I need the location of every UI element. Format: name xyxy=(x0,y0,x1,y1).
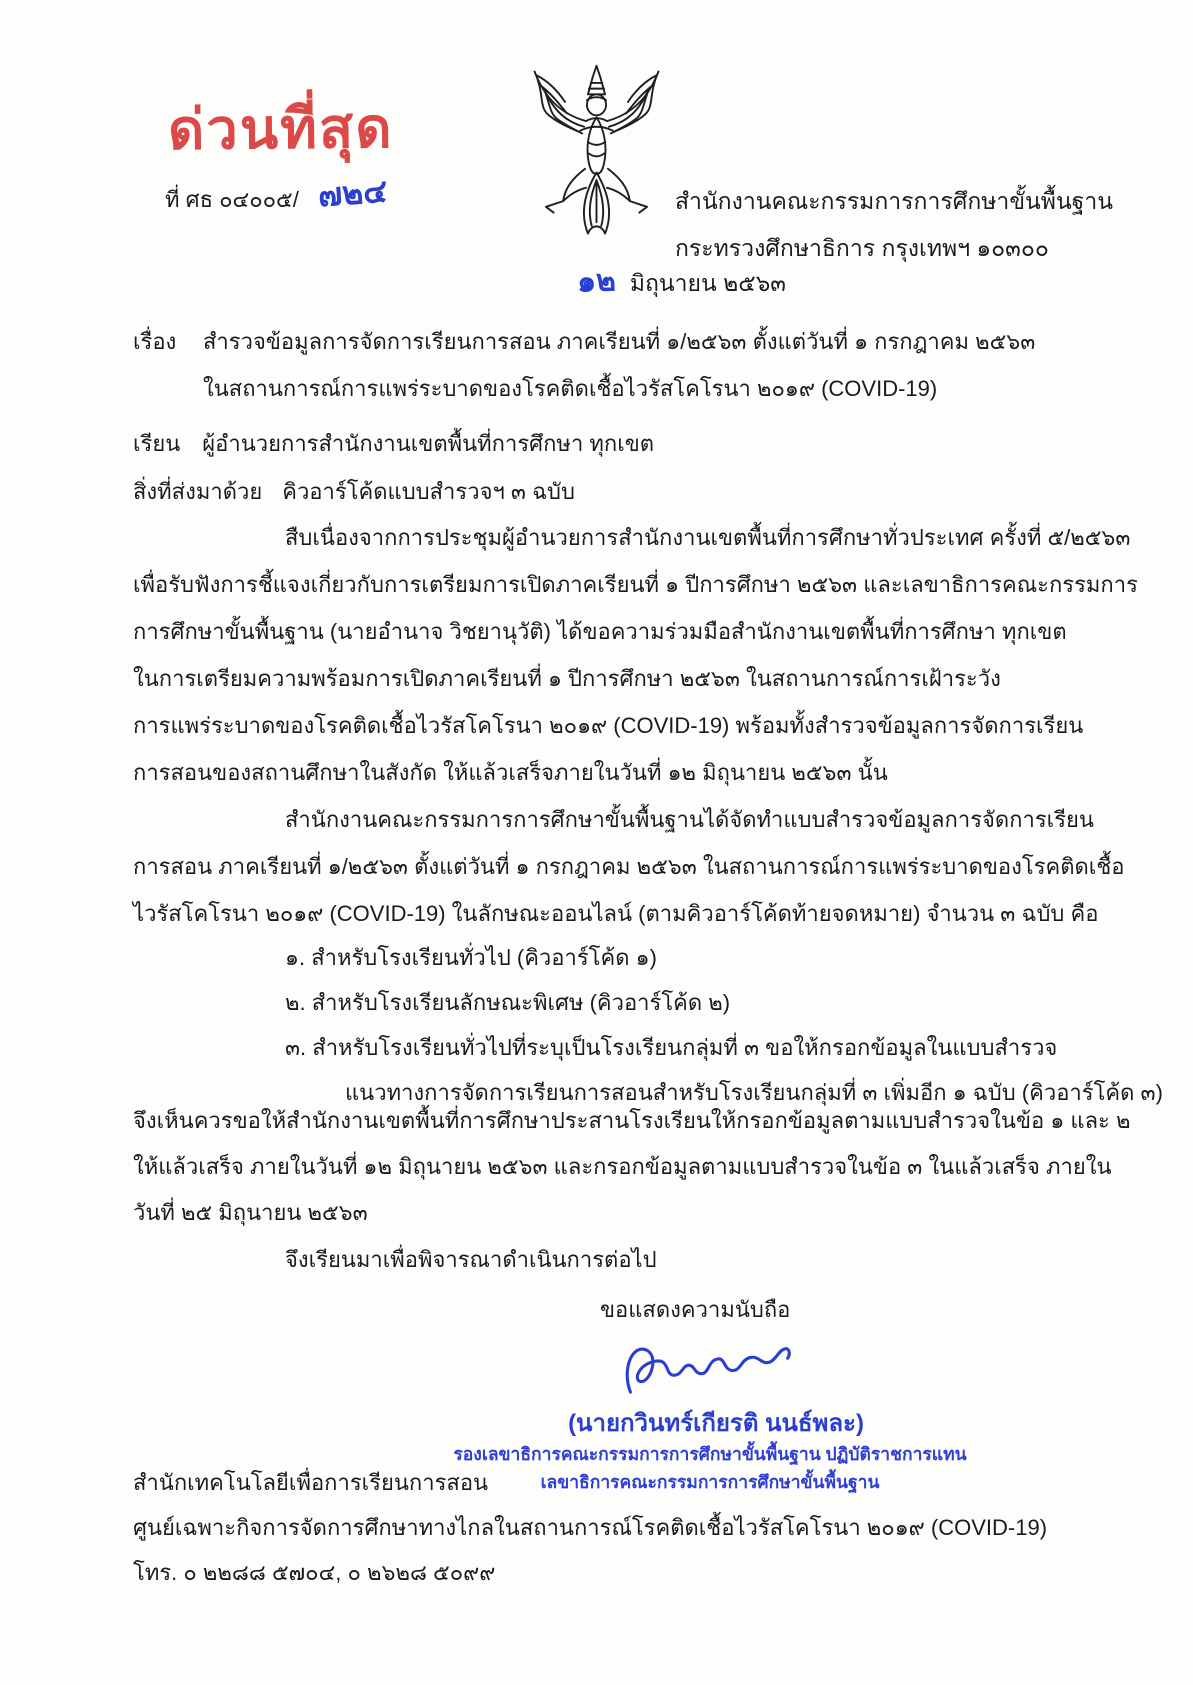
list-item-2: ๒. สำหรับโรงเรียนลักษณะพิเศษ (คิวอาร์โค้ด ๒) xyxy=(285,990,731,1015)
paragraph-1-line: เพื่อรับฟังการชี้แจงเกี่ยวกับการเตรียมการเปิดภาคเรียนที่ ๑ ปีการศึกษา ๒๕๖๓ และเลขาธิการคณะกรรมการ xyxy=(133,572,1138,597)
list-item-3-continued: แนวทางการจัดการเรียนการสอนสำหรับโรงเรียนกลุ่มที่ ๓ เพิ่มอีก ๑ ฉบับ (คิวอาร์โค้ด ๓) xyxy=(345,1080,1163,1105)
paragraph-1-line: การศึกษาขั้นพื้นฐาน (นายอำนาจ วิชยานุวัติ) ได้ขอความร่วมมือสำนักงานเขตพื้นที่การศึกษา ทุกเขต xyxy=(133,619,1067,644)
subject-line2: ในสถานการณ์การแพร่ระบาดของโรคติดเชื้อไวรัสโคโรนา ๒๐๑๙ (COVID-19) xyxy=(203,376,938,401)
urgency-stamp: ด่วนที่สุด xyxy=(167,96,394,161)
paragraph-2 xyxy=(133,796,1133,937)
paragraph-1 xyxy=(133,514,1138,796)
subject-text1: สำรวจข้อมูลการจัดการเรียนการสอน ภาคเรียนที่ ๑/๒๕๖๓ ตั้งแต่วันที่ ๑ กรกฎาคม ๒๕๖๓ xyxy=(203,329,1036,354)
paragraph-3-line: จึงเห็นควรขอให้สำนักงานเขตพื้นที่การศึกษาประสานโรงเรียนให้กรอกข้อมูลตามแบบสำรวจในข้อ ๑ และ ๒ xyxy=(133,1108,1131,1133)
signer-name: (นายกวินทร์เกียรติ นนธ์พละ) xyxy=(568,1410,864,1437)
paragraph-2-line: การสอน ภาคเรียนที่ ๑/๒๕๖๓ ตั้งแต่วันที่ ๑ กรกฎาคม ๒๕๖๓ ในสถานการณ์การแพร่ระบาดของโรคติดเชื้อ xyxy=(133,854,1125,879)
footer-phone: โทร. ๐ ๒๒๘๘ ๕๗๐๔, ๐ ๒๖๒๘ ๕๐๙๙ xyxy=(133,1560,496,1585)
letterhead-address: กระทรวงศึกษาธิการ กรุงเทพฯ ๑๐๓๐๐ xyxy=(675,235,1049,261)
subject-line1 xyxy=(133,318,1035,365)
survey-list xyxy=(133,935,1163,1115)
subject-label: เรื่อง xyxy=(133,329,177,354)
paragraph-2-line: ไวรัสโคโรนา ๒๐๑๙ (COVID-19) ในลักษณะออนไลน์ (ตามคิวอาร์โค้ดท้ายจดหมาย) จำนวน ๓ ฉบับ คือ xyxy=(133,901,1099,926)
date-month-year: มิถุนายน ๒๕๖๓ xyxy=(629,270,787,296)
paragraph-1-line: การแพร่ระบาดของโรคติดเชื้อไวรัสโคโรนา ๒๐๑๙ (COVID-19) พร้อมทั้งสำรวจข้อมูลการจัดการเรียน xyxy=(133,713,1084,738)
footer-office: สำนักเทคโนโลยีเพื่อการเรียนการสอน xyxy=(133,1470,489,1495)
attachment-label: สิ่งที่ส่งมาด้วย xyxy=(133,479,263,504)
signature-ink xyxy=(615,1330,800,1413)
ref-number-printed: ที่ ศธ ๐๔๐๐๕/ xyxy=(165,187,299,212)
recipient-line xyxy=(133,420,654,467)
attachment-text: คิวอาร์โค้ดแบบสำรวจฯ ๓ ฉบับ xyxy=(282,479,575,504)
ref-number-handwritten: ๗๒๔ xyxy=(316,172,389,214)
paragraph-1-line: ในการเตรียมความพร้อมการเปิดภาคเรียนที่ ๑ ปีการศึกษา ๒๕๖๓ ในสถานการณ์การเฝ้าระวัง xyxy=(133,666,1001,691)
paragraph-3-line: ให้แล้วเสร็จ ภายในวันที่ ๑๒ มิถุนายน ๒๕๖๓ และกรอกข้อมูลตามแบบสำรวจในข้อ ๓ ในแล้วเสร็จ ภายใน xyxy=(133,1154,1112,1179)
date-day-handwritten: ๑๒ xyxy=(576,264,617,299)
signer-position-line1: รองเลขาธิการคณะกรรมการการศึกษาขั้นพื้นฐาน ปฏิบัติราชการแทน xyxy=(453,1444,967,1464)
list-item-1: ๑. สำหรับโรงเรียนทั่วไป (คิวอาร์โค้ด ๑) xyxy=(285,945,657,970)
list-item-3: ๓. สำหรับโรงเรียนทั่วไปที่ระบุเป็นโรงเรียนกลุ่มที่ ๓ ขอให้กรอกข้อมูลในแบบสำรวจ xyxy=(285,1035,1058,1060)
recipient-text: ผู้อำนวยการสำนักงานเขตพื้นที่การศึกษา ทุกเขต xyxy=(202,431,655,456)
signer-position-line2: เลขาธิการคณะกรรมการการศึกษาขั้นพื้นฐาน xyxy=(540,1472,880,1492)
paragraph-1-line: สืบเนื่องจากการประชุมผู้อำนวยการสำนักงานเขตพื้นที่การศึกษาทั่วประเทศ ครั้งที่ ๕/๒๕๖๓ xyxy=(285,525,1131,550)
closing-text: จึงเรียนมาเพื่อพิจารณาดำเนินการต่อไป xyxy=(285,1247,657,1272)
paragraph-1-line: การสอนของสถานศึกษาในสังกัด ให้แล้วเสร็จภายในวันที่ ๑๒ มิถุนายน ๒๕๖๓ นั้น xyxy=(133,760,888,785)
garuda-emblem-icon xyxy=(525,60,668,245)
paragraph-2-line: สำนักงานคณะกรรมการการศึกษาขั้นพื้นฐานได้จัดทำแบบสำรวจข้อมูลการจัดการเรียน xyxy=(285,807,1094,832)
salutation: ขอแสดงความนับถือ xyxy=(600,1297,791,1322)
date-line xyxy=(577,258,786,305)
letterhead-org: สำนักงานคณะกรรมการการศึกษาขั้นพื้นฐาน xyxy=(675,188,1113,214)
closing-line xyxy=(133,1236,1133,1283)
garuda-emblem xyxy=(525,60,668,250)
recipient-label: เรียน xyxy=(133,431,181,456)
footer xyxy=(133,1460,1133,1595)
signature-icon xyxy=(615,1330,800,1408)
footer-unit: ศูนย์เฉพาะกิจการจัดการศึกษาทางไกลในสถานการณ์โรคติดเชื้อไวรัสโคโรนา ๒๐๑๙ (COVID-19) xyxy=(133,1515,1048,1540)
attachment-line xyxy=(133,468,575,515)
paragraph-3 xyxy=(133,1098,1133,1236)
paragraph-3-line: วันที่ ๒๕ มิถุนายน ๒๕๖๓ xyxy=(133,1200,368,1225)
